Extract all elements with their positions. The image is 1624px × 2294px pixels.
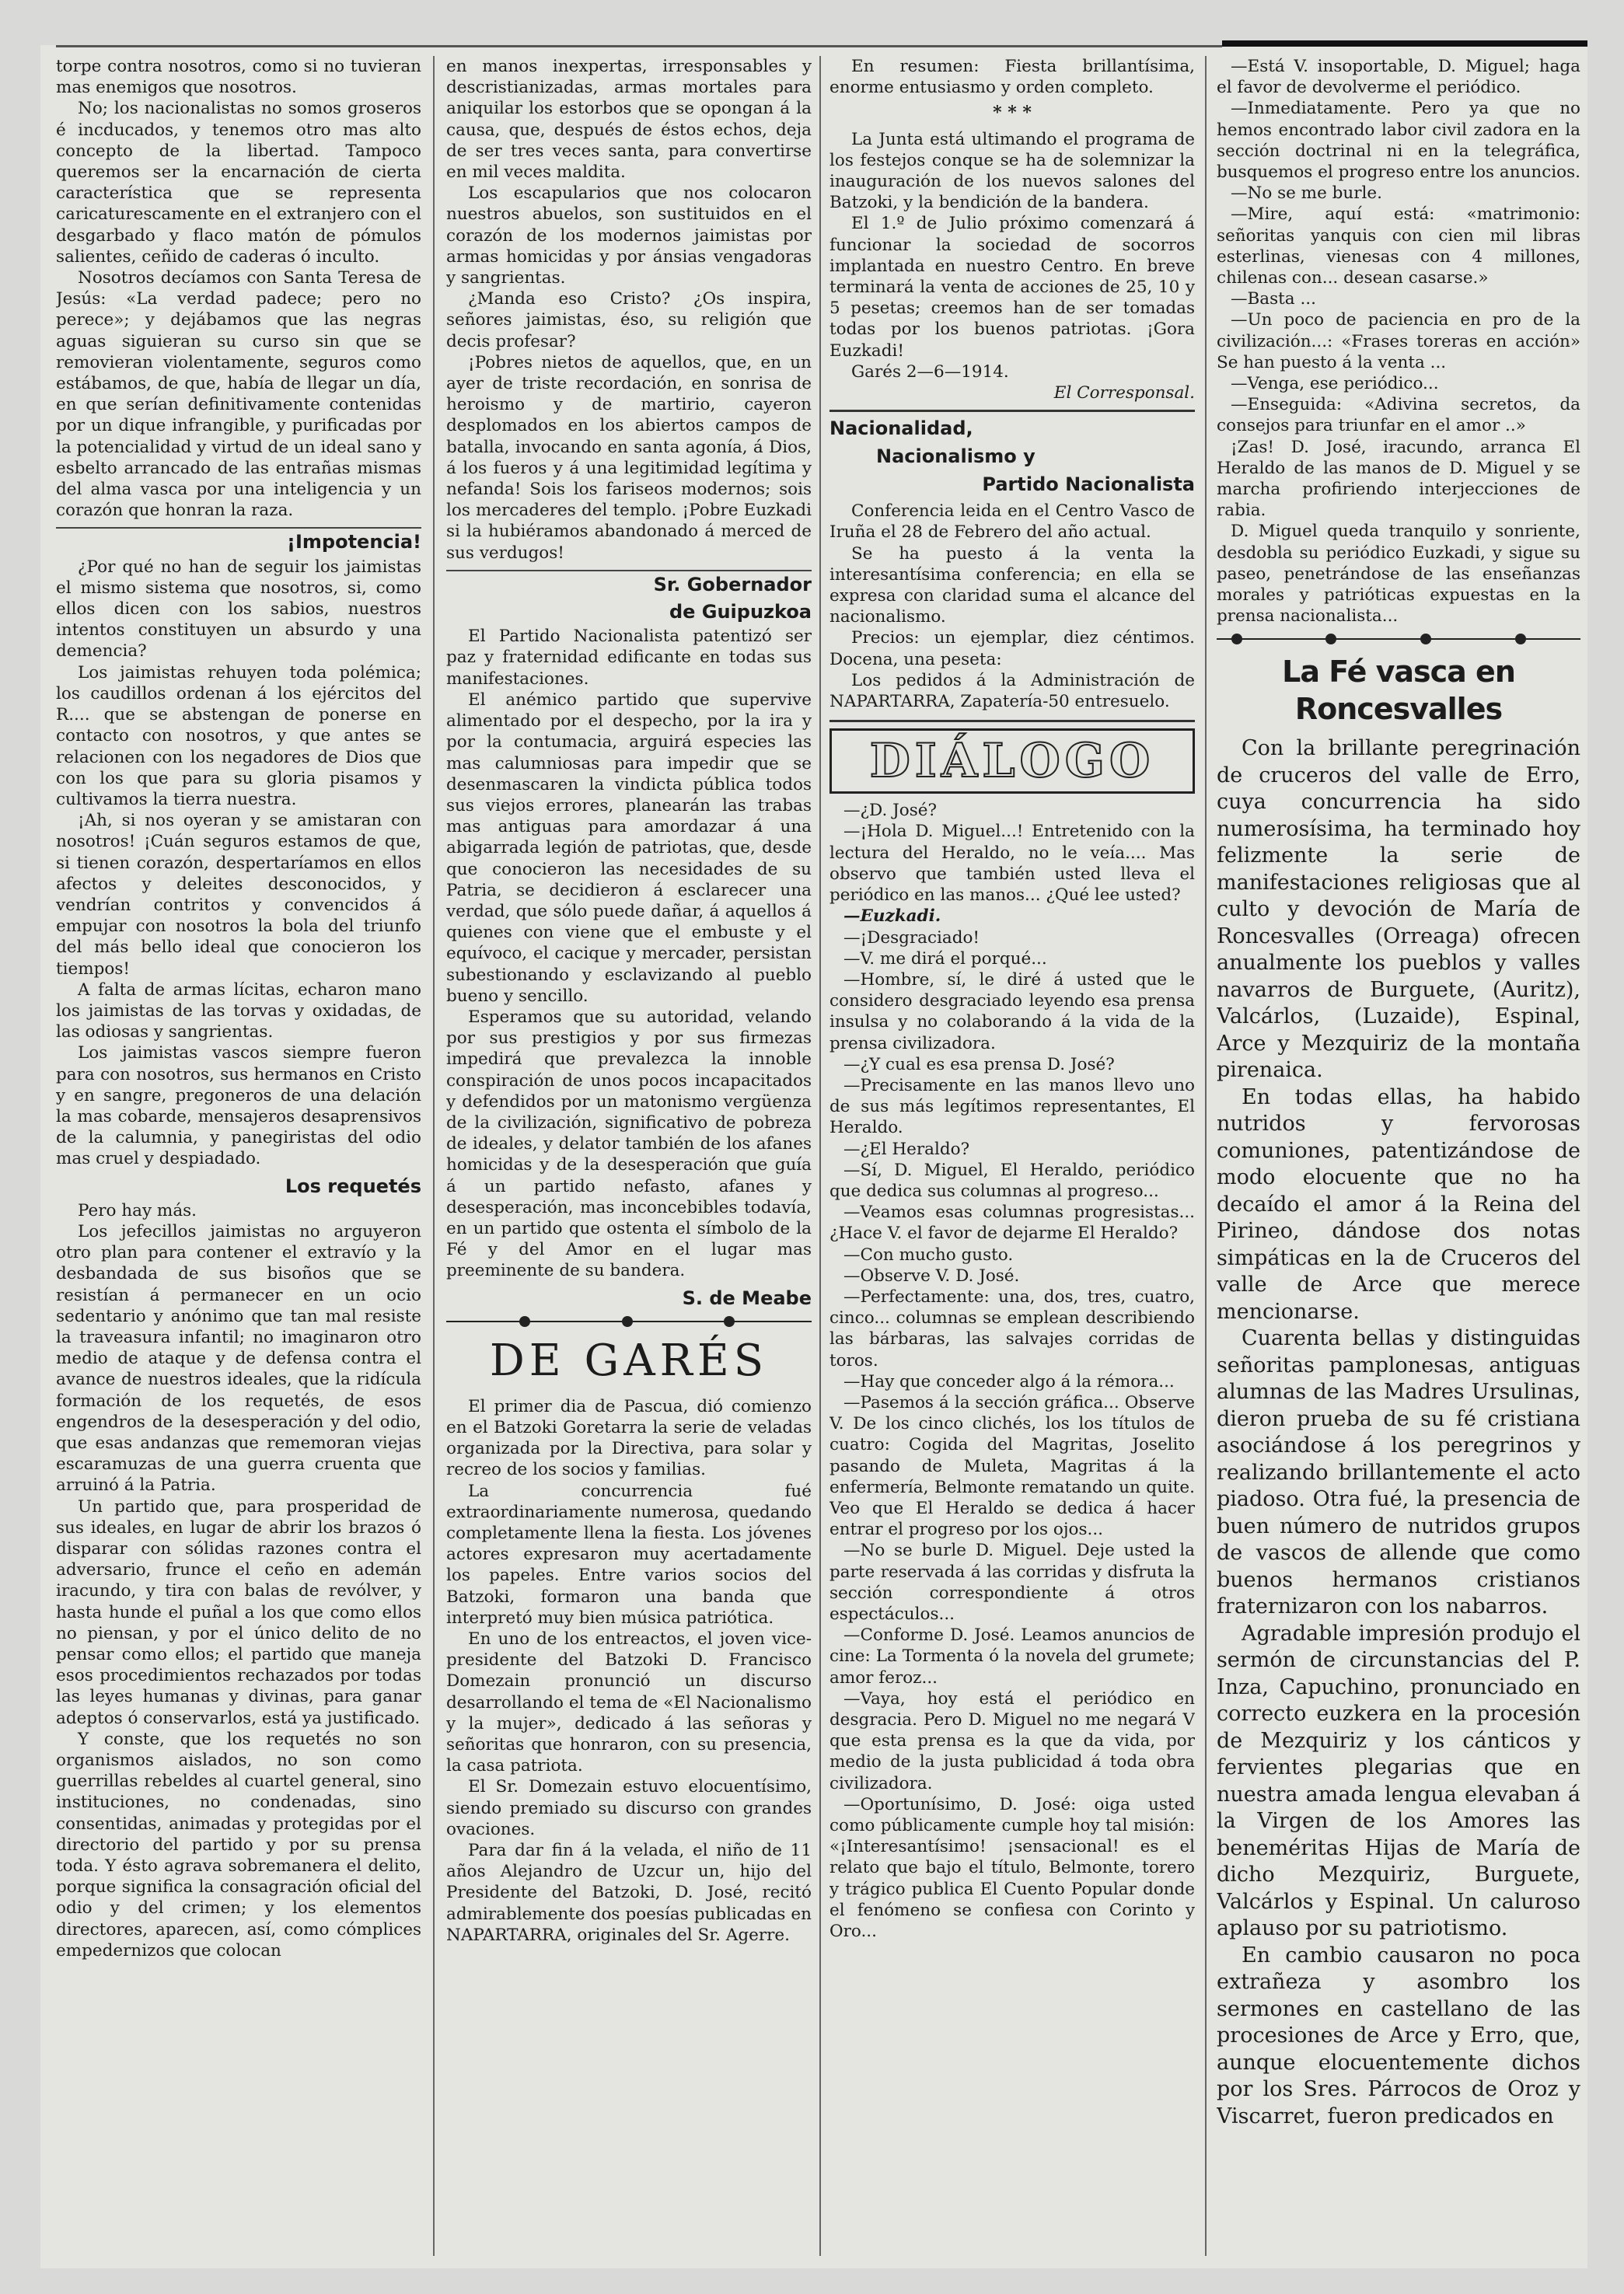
- column-divider: [433, 56, 435, 2256]
- paragraph: Los escapularios que nos colocaron nuestros abuelos, son sustituidos en el corazón de los modernos jaimistas por armas homicidas y por ánsias vengadoras y sangrientas.: [446, 183, 812, 288]
- dialogue-line: —¡Hola D. Miguel...! Entretenido con la lectura del Heraldo, no le veía.... Mas observo que también usted lleva el periódico en las manos... ¿Qué lee usted?: [829, 822, 1195, 906]
- column-3: [829, 56, 1195, 2256]
- subheading-guipuzkoa: de Guipuzkoa: [669, 601, 812, 623]
- dialogue-line: —¿Y cual es esa prensa D. José?: [843, 1054, 1115, 1074]
- dialogue-line: —Oportunísimo, D. José: oiga usted como públicamente cumple hoy tal misión: «¡Interesantísimo! ¡sensacional! es el relato que bajo el título, Belmonte, torero y trágico publica El Cuento Popular donde el fenómeno se confiesa con Corinto y Oro...: [829, 1794, 1195, 1942]
- paragraph: La Junta está ultimando el programa de los festejos conque se ha de solemnizar la inauguración de los nuevos salones del Batzoki, y la bendición de la bandera.: [829, 129, 1195, 213]
- subheading-impotencia: ¡Impotencia!: [56, 527, 421, 553]
- paragraph: No; los nacionalistas no somos groseros é incducados, y tenemos otro mas alto concepto de la libertad. Tampoco queremos ser la encarnación de cierta característica que se representa caricaturescamente en el extranjero con el desgarbado y flaco matón de pómulos salientes, ceñido de caderas ó inculto.: [56, 99, 421, 267]
- subheading-gobernador: Sr. Gobernador: [446, 570, 812, 595]
- dialogue-line: ¡Zas! D. José, iracundo, arranca El Heraldo de las manos de D. Miguel y se marcha profiriendo interjecciones de rabia.: [1217, 437, 1580, 521]
- paragraph: Conferencia leida en el Centro Vasco de Iruña el 28 de Febrero del año actual.: [829, 501, 1195, 543]
- ornament-rule: [446, 1315, 812, 1328]
- dialogue-line: —Está V. insoportable, D. Miguel; haga el favor de devolverme el periódico.: [1217, 57, 1580, 98]
- paragraph: En uno de los entreactos, el joven vice-presidente del Batzoki D. Francisco Domezain pronunció un discurso desarrollando el tema de «El Nacionalismo y la mujer», dedicado á las señoras y señoritas que honraron, con su presencia, la casa patriota.: [446, 1629, 812, 1776]
- dialogue-line: —¿D. José?: [843, 801, 938, 821]
- dateline: Garés 2—6—1914.: [851, 361, 1009, 382]
- paragraph: Y conste, que los requetés no son organismos aislados, no son como guerrillas rebeldes al cuartel general, sino instituciones, no condenadas, sino consentidas, animadas y protegidas por el directorio del partido y por su prensa toda. Y ésto agrava sobremanera el delito, porque significa la consagración oficial del odio y del crimen; y los elementos directores, aparecen, así, como cómplices empedernizos que colocan: [56, 1729, 421, 1961]
- paragraph: Un partido que, para prosperidad de sus ideales, en lugar de abrir los brazos ó disparar con sólidas razones contra el adversario, frunce el ceño en ademán iracundo, y tira con balas de revólver, y hasta hunde el puñal a los que como ellos no piensan, y por el único delito de no pensar como ellos; el partido que maneja esos procedimientos rechazados por todas las leyes humanas y divinas, para ganar adeptos ó conservarlos, está ya justificado.: [56, 1496, 421, 1728]
- paragraph: ¡Pobres nietos de aquellos, que, en un ayer de triste recordación, en sonrisa de heroismo y de martirio, cayeron desplomados en los abiertos campos de batalla, invocando en santa agonía, á Dios, á los fueros y á una legitimidad legítima y nefanda! Sois los fariseos modernos; sois los mercaderes del templo. ¡Pobre Euzkadi si la hubiéramos abandonado á merced de sus verdugos!: [446, 352, 812, 563]
- column-divider: [819, 56, 821, 2256]
- paragraph: Los jaimistas vascos siempre fueron para con nosotros, sus hermanos en Cristo y en sangre, pregoneros de una delación la mas cobarde, mensajeros desaprensivos de la calumnia, y panegiristas del odio mas cruel y despiadado.: [56, 1043, 421, 1169]
- paragraph: ¿Manda eso Cristo? ¿Os inspira, señores jaimistas, éso, su religión que decis profesar?: [446, 289, 812, 351]
- dialogue-line: —Precisamente en las manos llevo uno de sus más legítimos representantes, El Heraldo.: [829, 1075, 1195, 1138]
- paragraph: Los pedidos á la Administración de NAPARTARRA, Zapatería-50 entresuelo.: [829, 670, 1195, 712]
- top-rule: [56, 45, 1222, 47]
- paragraph: El anémico partido que supervive alimentado por el despecho, por la ira y por la contumacia, arguirá especies las mas calumniosas para impedir que se desenmascaren la vindicta pública todos sus viejos errores, planearán las trabas mas antiguas para amordazar á una abigarrada legión de patriotas, que, desde que conocieron las necesidades de su Patria, se decidieron á esclarecer una verdad, que sólo puede dañar, á aquellos á quienes con viene que el embuste y el equívoco, el cacique y mercader, persistan subestionando y esclavizando al pueblo bueno y sencillo.: [446, 690, 812, 1006]
- dialogue-line: —Sí, D. Miguel, El Heraldo, periódico que dedica sus columnas al progreso...: [829, 1160, 1195, 1201]
- dialogue-line: —Con mucho gusto.: [843, 1245, 1014, 1265]
- paragraph: Para dar fin á la velada, el niño de 11 años Alejandro de Uzcur un, hijo del Presidente del Batzoki, D. José, recitó admirablemente dos poesías publicadas en NAPARTARRA, originales del Sr. Agerre.: [446, 1841, 812, 1945]
- paragraph: El primer dia de Pascua, dió comienzo en el Batzoki Goretarra la serie de veladas organizada por la Directiva, para solar y recreo de los socios y familias.: [446, 1396, 812, 1480]
- dialogue-line: —Venga, ese periódico...: [1231, 374, 1439, 394]
- paragraph: torpe contra nosotros, como si no tuvieran mas enemigos que nosotros.: [56, 57, 421, 98]
- paragraph: Con la brillante peregrinación de cruceros del valle de Erro, cuya concurrencia ha sido numerosísima, ha terminado hoy felizmente la serie de manifestaciones religiosas que al culto y devoción de María de Roncesvalles (Orreaga) ofrecen anualmente los pueblos y valles navarros de Burguete, (Auritz), Valcárlos, (Luzaide), Espinal, Arce y Mezquiriz de la montaña pirenaica.: [1217, 736, 1580, 1083]
- separator-stars: * * *: [993, 103, 1032, 124]
- paragraph: Pero hay más.: [78, 1200, 197, 1220]
- dialogue-line: —Euzkadi.: [843, 906, 941, 927]
- dialogue-line: —Un poco de paciencia en pro de la civilización...: «Frases toreras en acción» Se han puesto á la venta ...: [1217, 310, 1580, 372]
- paragraph: Nosotros decíamos con Santa Teresa de Jesús: «La verdad padece; pero no perece»; y dejábamos que las negras aguas siguieran su curso sin que se removieran violentamente, seguros como estábamos, de que, había de llegar un día, en que serían definitivamente contenidas por un dique infrangible, y purificadas por la potencialidad y virtud de un ideal sano y esbelto arrancado de las entrañas mismas del alma vasca por una inteligencia y un corazón que honran la raza.: [56, 268, 421, 521]
- column-2: [446, 56, 812, 2256]
- top-rule-heavy: [1222, 40, 1587, 47]
- heading-nacionalismo: Nacionalismo y: [876, 445, 1036, 468]
- dialogue-line: —Observe V. D. José.: [843, 1266, 1020, 1286]
- paragraph: Precios: un ejemplar, diez céntimos. Docena, una peseta:: [829, 628, 1195, 669]
- paragraph: Agradable impresión produjo el sermón de circunstancias del P. Inza, Capuchino, pronunciado en correcto euzkera en la procesión de Mezquiriz y los cánticos y fervientes plegarias que en nuestra amada lengua elevaban á la Virgen de los Amores las beneméritas Hijas de María de dicho Mezquiriz, Burguete, Valcárlos y Espinal. Un caluroso aplauso por su patriotismo.: [1217, 1621, 1580, 1941]
- ornament-rule: [1217, 633, 1580, 645]
- column-4: [1217, 56, 1580, 2256]
- dialogue-line: —Vaya, hoy está el periódico en desgracia. Pero D. Miguel no me negará V que esta prensa es la que da vida, por medio de la justa publicidad á toda obra civilizadora.: [829, 1688, 1195, 1793]
- paragraph: en manos inexpertas, irresponsables y descristianizadas, armas mortales para aniquilar los estorbos que se opongan á la causa, que, después de éstos echos, deja de ser tres veces santa, para convertirse en mil veces maldita.: [446, 57, 812, 183]
- paragraph: Los jaimistas rehuyen toda polémica; los caudillos ordenan á los ejércitos del R.... que se abstengan de ponerse en contacto con nosotros, y que antes se relacionen con los negadores de Dios que con los que para su gloria pisamos y cultivamos la tierra nuestra.: [56, 662, 421, 809]
- column-divider: [1205, 56, 1207, 2256]
- dialogue-line: —¡Desgraciado!: [843, 927, 980, 948]
- dialogue-line: —Perfectamente: una, dos, tres, cuatro, cinco... columnas se emplean describiendo las bárbaras, las salvajes corridas de toros.: [829, 1287, 1195, 1370]
- dialogue-line: —Hombre, sí, le diré á usted que le considero desgraciado leyendo esa prensa insulsa y no colaborando á la vida de la prensa civilizadora.: [829, 969, 1195, 1053]
- signature-meabe: S. de Meabe: [682, 1287, 812, 1309]
- paragraph: La concurrencia fué extraordinariamente numerosa, quedando completamente llena la fiesta. Los jóvenes actores expresaron muy acertadamente los papeles. Entre varios socios del Batzoki, formaron una banda que interpretó muy bien música patriótica.: [446, 1481, 812, 1628]
- signature-corresponsal: El Corresponsal.: [1053, 383, 1195, 403]
- dialogue-line: —Mire, aquí está: «matrimonio: señoritas yanquis con cien mil libras esterlinas, vienesas con 4 millones, chilenas con... desean casarse.»: [1217, 204, 1580, 288]
- dialogue-line: —Enseguida: «Adivina secretos, da consejos para triunfar en el amor ..»: [1217, 395, 1580, 436]
- dialogue-line: —¿El Heraldo?: [843, 1139, 970, 1159]
- paragraph: Esperamos que su autoridad, velando por sus prestigios y por sus firmezas impedirá que prevalezca la innoble conspiración de unos pocos incapacitados y defendidos por un matonismo vergüenza de la civilización, significativo de pobreza de ideales, y delator también de los afanes homicidas y de la desesperación que guía á un partido nefasto, afanes y desesperación, mas inconcebibles todavía, en un partido que ostenta el símbolo de la Fé y del Amor en el lugar mas preeminente de su bandera.: [446, 1007, 812, 1281]
- dialogue-line: —Veamos esas columnas progresistas... ¿Hace V. el favor de dejarme El Heraldo?: [829, 1203, 1195, 1244]
- paragraph: ¿Por qué no han de seguir los jaimistas el mismo sistema que nosotros, si, como ellos dicen con los sabios, nuestros intentos constituyen un absurdo y una demencia?: [56, 557, 421, 662]
- paragraph: El Partido Nacionalista patentizó ser paz y fraternidad edificante en todas sus manifestaciones.: [446, 627, 812, 689]
- paragraph: A falta de armas lícitas, echaron mano los jaimistas de las torvas y oxidadas, de las odiosas y sangrientas.: [56, 979, 421, 1042]
- newspaper-page: [40, 45, 1587, 2268]
- title-de-gares: DE GARÉS: [489, 1335, 769, 1386]
- dialogue-line: —Pasemos á la sección gráfica... Observe V. De los cinco clichés, los los títulos de cuatro: Cogida del Magritas, Joselito pasando de Muleta, Magritas á la enfermería, Belmonte rematando un quite. Veo que El Heraldo se dedica á hacer entrar el progreso por los ojos...: [829, 1392, 1195, 1540]
- dialogue-line: D. Miguel queda tranquilo y sonriente, desdobla su periódico Euzkadi, y sigue su paseo, penetrándose de las enseñanzas morales y patrióticas expuestas en la prensa nacionalista...: [1217, 522, 1580, 627]
- paragraph: Cuarenta bellas y distinguidas señoritas pamplonesas, antiguas alumnas de las Madres Ursulinas, dieron prueba de su fé cristiana asociándose á los peregrinos y realizando brillantemente el acto piadoso. Otra fué, la presencia de buen número de nutridos grupos de vascos de allende que como buenos hermanos cristianos fraternizaron con los nabarros.: [1217, 1326, 1580, 1619]
- dialogue-line: —No se burle D. Miguel. Deje usted la parte reservada á las corridas y disfruta la sección correspondiente á otros espectáculos...: [829, 1541, 1195, 1624]
- paragraph: ¡Ah, si nos oyeran y se amistaran con nosotros! ¡Cuán seguros estamos de que, si tienen corazón, despertaríamos en ellos afectos y deleites desconocidos, y vendrían contritos y convencidos á empujar con nosotros la bola del triunfo del más bello ideal que conocieron los tiempos!: [56, 811, 421, 979]
- paragraph: El 1.º de Julio próximo comenzará á funcionar la sociedad de socorros implantada en nuestro Centro. En breve terminará la venta de acciones de 25, 10 y 5 pesetas; creemos han de ser tomadas todas por los buenos patriotas. ¡Gora Euzkadi!: [829, 214, 1195, 361]
- heading-nacionalidad: Nacionalidad,: [829, 417, 973, 440]
- subheading-requetes: Los requetés: [285, 1175, 421, 1197]
- paragraph: El Sr. Domezain estuvo elocuentísimo, siendo premiado su discurso con grandes ovaciones.: [446, 1777, 812, 1839]
- dialogue-line: —Hay que conceder algo á la rémora...: [843, 1371, 1175, 1391]
- title-fe-vasca: La Fé vasca en Roncesvalles: [1282, 655, 1515, 727]
- paragraph: En resumen: Fiesta brillantísima, enorme entusiasmo y orden completo.: [829, 57, 1195, 98]
- dialogue-line: —V. me dirá el porqué...: [843, 948, 1047, 969]
- paragraph: Se ha puesto á la venta la interesantísima conferencia; en ella se expresa con claridad suma el alcance del nacionalismo.: [829, 543, 1195, 627]
- paragraph: Los jefecillos jaimistas no arguyeron otro plan para contener el extravío y la desbandada de sus bisoños que se resistían á permanecer en un ocio sedentario y anónimo que tan mal resiste la traveasura infantil; no imaginaron otro medio de ataque y de defensa contra el avance de nuestros ideales, que la ridícula formación de los requetés, de esos engendros de la desesperación y del odio, que esas andanzas que rememoran viejas escaramuzas de una guerra cruenta que arruinó á la Patria.: [56, 1221, 421, 1496]
- rule: [829, 410, 1195, 412]
- paragraph: En todas ellas, ha habido nutridos y fervorosas comuniones, patentizándose de modo elocuente que no ha decaído el amor á la Reina del Pirineo, dándose dos notas simpáticas en la de Cruceros del valle de Arce que merece mencionarse.: [1217, 1084, 1580, 1324]
- dialogue-line: —Inmediatamente. Pero ya que no hemos encontrado labor civil zadora en la sección doctrinal ni en la telegráfica, busquemos el progreso entre los anuncios.: [1217, 99, 1580, 183]
- rule: [829, 720, 1195, 722]
- dialogue-line: —Conforme D. José. Leamos anuncios de cine: La Tormenta ó la novela del grumete; amor feroz...: [829, 1625, 1195, 1688]
- heading-partido: Partido Nacionalista: [982, 473, 1195, 496]
- dialogue-line: —No se me burle.: [1231, 183, 1382, 204]
- dialogue-line: —Basta ...: [1231, 289, 1316, 309]
- title-dialogo: DIÁLOGO: [829, 728, 1195, 794]
- column-1: [56, 56, 421, 2256]
- article-roncesvalles: [1217, 735, 1580, 2130]
- paragraph: En cambio causaron no poca extrañeza y asombro los sermones en castellano de las procesiones de Arce y Erro, que, aunque elocuentemente dichos por los Sres. Párrocos de Oroz y Viscarret, fueron predicados en: [1217, 1943, 1580, 2128]
